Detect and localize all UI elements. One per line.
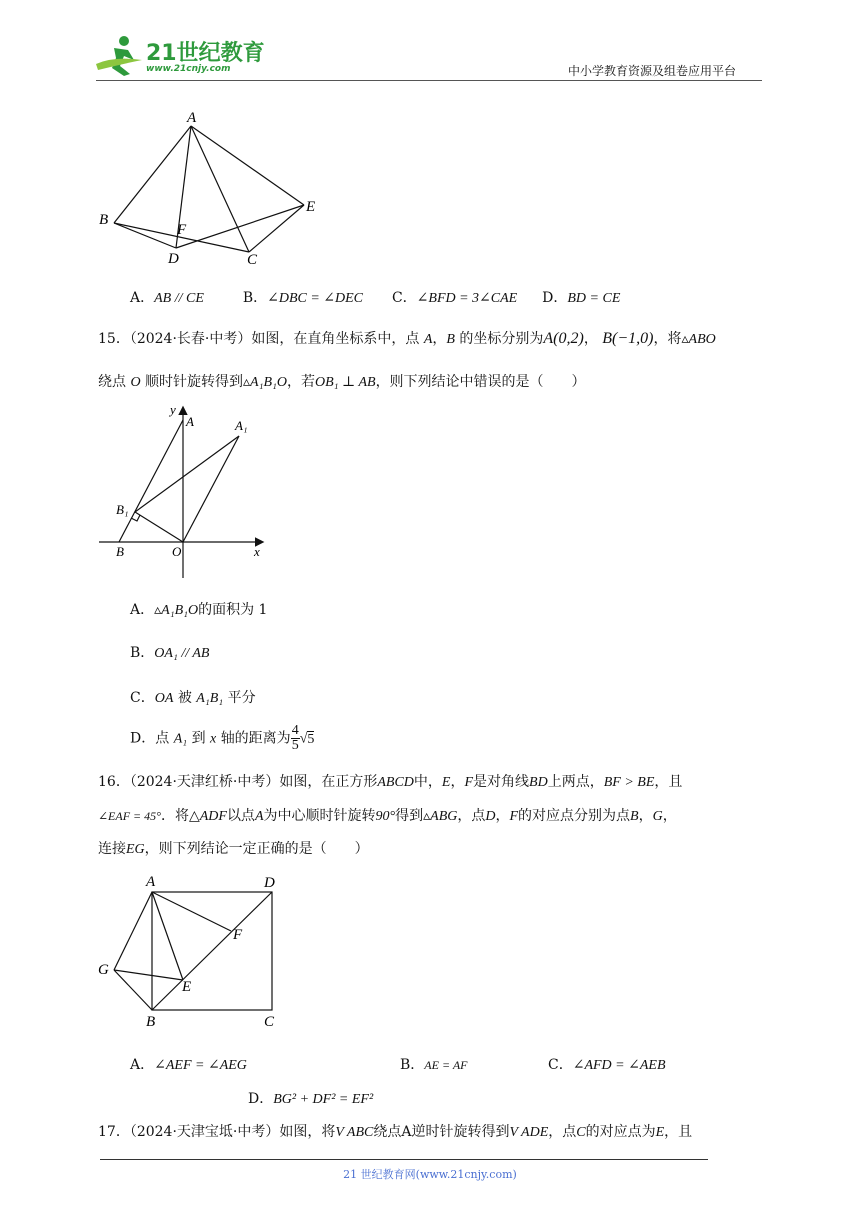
q16-math: G — [652, 809, 663, 824]
q14-option-c-label: C． — [391, 290, 417, 306]
label-C: C — [264, 1014, 275, 1030]
label-x: x — [254, 544, 260, 559]
label-B: B — [146, 1014, 156, 1030]
q14-option-d-label: D． — [542, 290, 568, 306]
q15-coord-a: A(0,2) — [543, 330, 584, 347]
seg-OB1 — [135, 512, 183, 542]
label-E: E — [306, 199, 316, 215]
q16-text: ，则下列结论一定正确的是（ ） — [144, 841, 369, 857]
q16-option-a — [130, 1054, 247, 1074]
option-label: A． — [130, 602, 155, 618]
q16-source: （2024·天津红桥·中考） — [129, 774, 280, 790]
option-label: B． — [400, 1057, 425, 1073]
q16-text: 中， — [413, 774, 442, 790]
option-math: ∠AFD = ∠AEB — [572, 1058, 666, 1073]
label-A1: A₁ — [235, 418, 248, 433]
fraction — [291, 724, 300, 753]
header-logo — [94, 34, 264, 78]
q17-math: E — [655, 1125, 665, 1140]
seg-CE — [249, 205, 304, 252]
q15-text: 如图，在直角坐标系中，点 — [251, 331, 420, 347]
q15-text: 绕点 — [98, 374, 126, 390]
q16-math: ABCD — [377, 775, 414, 790]
seg-GB — [114, 970, 152, 1010]
option-math: OA — [154, 691, 174, 706]
figure-q15 — [94, 402, 274, 582]
q16-math: △ADF — [188, 809, 227, 824]
sqrt-radicand: 5 — [307, 731, 315, 747]
q15-source: （2024·长春·中考） — [129, 331, 252, 347]
q15-option-b — [130, 642, 209, 662]
q17-math: V ADE — [509, 1125, 549, 1140]
option-label: D． — [248, 1091, 274, 1107]
option-text: 的面积为 1 — [198, 602, 268, 618]
q16-text: 上两点， — [547, 774, 604, 790]
fraction-denominator: 5 — [291, 738, 299, 753]
footer-divider — [100, 1159, 708, 1160]
q16-option-d — [248, 1088, 373, 1108]
option-math: A₁ — [173, 731, 188, 747]
seg-GE — [114, 970, 183, 980]
q17-number: 17． — [98, 1124, 130, 1140]
option-label: B． — [130, 645, 155, 661]
option-math: A₁B₁ — [196, 691, 224, 706]
option-math: OA₁ // AB — [154, 646, 210, 661]
option-math: x — [210, 731, 217, 747]
q16-text: ．将 — [160, 808, 189, 824]
label-E: E — [182, 979, 192, 995]
label-A: A — [187, 110, 197, 126]
header-right-title: 中小学教育资源及组卷应用平台 — [568, 64, 737, 78]
option-label: D． — [130, 730, 156, 747]
q17-text: ，且 — [664, 1124, 693, 1140]
q15-triangle: ▵A₁B₁O — [243, 375, 288, 390]
q16-text: 如图，在正方形 — [279, 774, 378, 790]
option-math: ▵A₁B₁O — [154, 603, 199, 618]
option-label: C． — [130, 690, 155, 706]
q16-text: ，点 — [457, 808, 486, 824]
label-B1: B₁ — [116, 502, 129, 517]
q14-option-c: ∠BFD = 3∠CAE — [416, 291, 518, 306]
seg-BD — [114, 223, 176, 248]
label-F: F — [177, 222, 187, 238]
q16-math: B — [630, 809, 639, 824]
footer-text: 21 世纪教育网(www.21cnjy.com) — [343, 1168, 517, 1181]
q17-text: 绕点A逆时针旋转得到 — [373, 1124, 510, 1140]
label-O: O — [172, 544, 182, 559]
q14-options — [130, 287, 620, 307]
label-G: G — [98, 962, 109, 978]
q15-option-c — [130, 687, 256, 707]
seg-DE — [176, 205, 304, 248]
q16-text: ，且 — [654, 774, 683, 790]
q17-line1 — [98, 1121, 692, 1141]
q16-text: 为中心顺时针旋转 — [263, 808, 376, 824]
sqrt-symbol: √ — [299, 731, 308, 747]
header-divider — [96, 80, 762, 81]
q15-point: A — [423, 332, 433, 347]
option-text: 轴的距离为 — [220, 730, 291, 747]
q17-text: 的对应点为 — [585, 1124, 656, 1140]
q15-line1 — [98, 328, 716, 348]
q15-triangle: ▵ABO — [681, 332, 716, 347]
q16-math: ▵ABG — [423, 809, 458, 824]
q17-math: V ABC — [335, 1125, 374, 1140]
label-D: D — [168, 251, 179, 267]
q15-point: O — [130, 375, 141, 390]
q16-math: E — [441, 775, 451, 790]
label-C: C — [247, 252, 258, 268]
option-math: BG² + DF² = EF² — [273, 1092, 374, 1107]
option-label: A． — [130, 1057, 155, 1073]
seg-OA1 — [183, 436, 239, 542]
q16-line2: ∠EAF = 45°．将△ADF以点A为中心顺时针旋转90°得到▵ABG，点D，F的对应点分别为点B，G， — [98, 808, 677, 824]
option-math: AE = AF — [424, 1058, 468, 1072]
q16-math: F — [509, 809, 519, 824]
q16-text: 连接 — [98, 841, 126, 857]
q16-math: 90° — [375, 809, 396, 824]
seg-AG — [114, 892, 152, 970]
q17-text: ，点 — [548, 1124, 577, 1140]
q15-coord-b: B(−1,0) — [602, 330, 654, 347]
q17-math: C — [576, 1125, 586, 1140]
label-A: A — [146, 874, 156, 890]
q15-text: ， — [583, 331, 598, 347]
label-B: B — [116, 544, 124, 559]
q16-text: 是对角线 — [473, 774, 530, 790]
q16-line1: 16．（2024·天津红桥·中考）如图，在正方形ABCD中，E，F是对角线BD上两点，BF > BE，且 — [98, 774, 683, 790]
option-math: ∠AEF = ∠AEG — [154, 1058, 247, 1073]
q16-text: 得到 — [395, 808, 424, 824]
q15-option-d — [130, 724, 314, 753]
q15-line2 — [98, 371, 586, 391]
q16-line3 — [98, 838, 369, 858]
q14-option-b: ∠DBC = ∠DEC — [267, 291, 364, 306]
q17-text: 如图，将 — [279, 1124, 336, 1140]
q16-math: D — [485, 809, 496, 824]
q15-option-a — [130, 599, 267, 619]
q15-point: B — [446, 332, 455, 347]
diag-BD — [152, 892, 272, 1010]
q16-option-c — [548, 1054, 666, 1074]
q16-math: BD — [529, 775, 548, 790]
q16-math: EG — [126, 842, 145, 857]
option-text: 到 — [191, 730, 206, 747]
q15-text: ， — [432, 331, 447, 347]
q15-text: ，将 — [653, 331, 682, 347]
q16-math: BF > BE — [603, 775, 655, 790]
q16-math: A — [254, 809, 264, 824]
q14-option-d: BD = CE — [567, 291, 621, 306]
label-B: B — [99, 212, 109, 228]
q16-text: 的对应点分别为点 — [518, 808, 631, 824]
label-y: y — [170, 402, 176, 417]
q16-math: F — [464, 775, 474, 790]
label-F: F — [233, 927, 243, 943]
q15-number: 15． — [98, 331, 130, 347]
option-text: 点 — [155, 730, 170, 747]
q15-text: 顺时针旋转得到 — [145, 374, 244, 390]
q16-option-b — [400, 1054, 468, 1074]
option-text: 被 — [177, 690, 192, 706]
figure-q16 — [94, 870, 294, 1040]
seg-AE — [191, 126, 304, 205]
figure-q14 — [94, 106, 334, 276]
seg-B1A1 — [135, 436, 239, 512]
q14-option-a-label: A． — [130, 290, 155, 306]
q14-option-a: AB // CE — [154, 291, 204, 306]
fraction-numerator: 4 — [291, 723, 299, 738]
q16-math: ∠EAF = 45° — [98, 809, 161, 823]
logo-url: www.21cnjy.com — [146, 64, 231, 74]
q15-text: ，若 — [287, 374, 316, 390]
option-text: 平分 — [227, 690, 256, 706]
q16-text: 以点 — [226, 808, 255, 824]
option-label: C． — [548, 1057, 573, 1073]
label-A: A — [186, 414, 194, 429]
q15-text: ，则下列结论中错误的是（ ） — [375, 374, 586, 390]
q17-source: （2024·天津宝坻·中考） — [129, 1124, 280, 1140]
q15-text: 的坐标分别为 — [459, 331, 544, 347]
label-D: D — [264, 875, 275, 891]
q16-number: 16． — [98, 774, 130, 790]
q15-perp: OB₁ ⊥ AB — [315, 375, 376, 390]
logo-title: 21世纪教育 — [146, 41, 265, 66]
seg-BA — [119, 420, 183, 542]
seg-AB — [114, 126, 191, 223]
runner-logo-icon — [94, 34, 146, 78]
q14-option-b-label: B． — [242, 290, 268, 306]
